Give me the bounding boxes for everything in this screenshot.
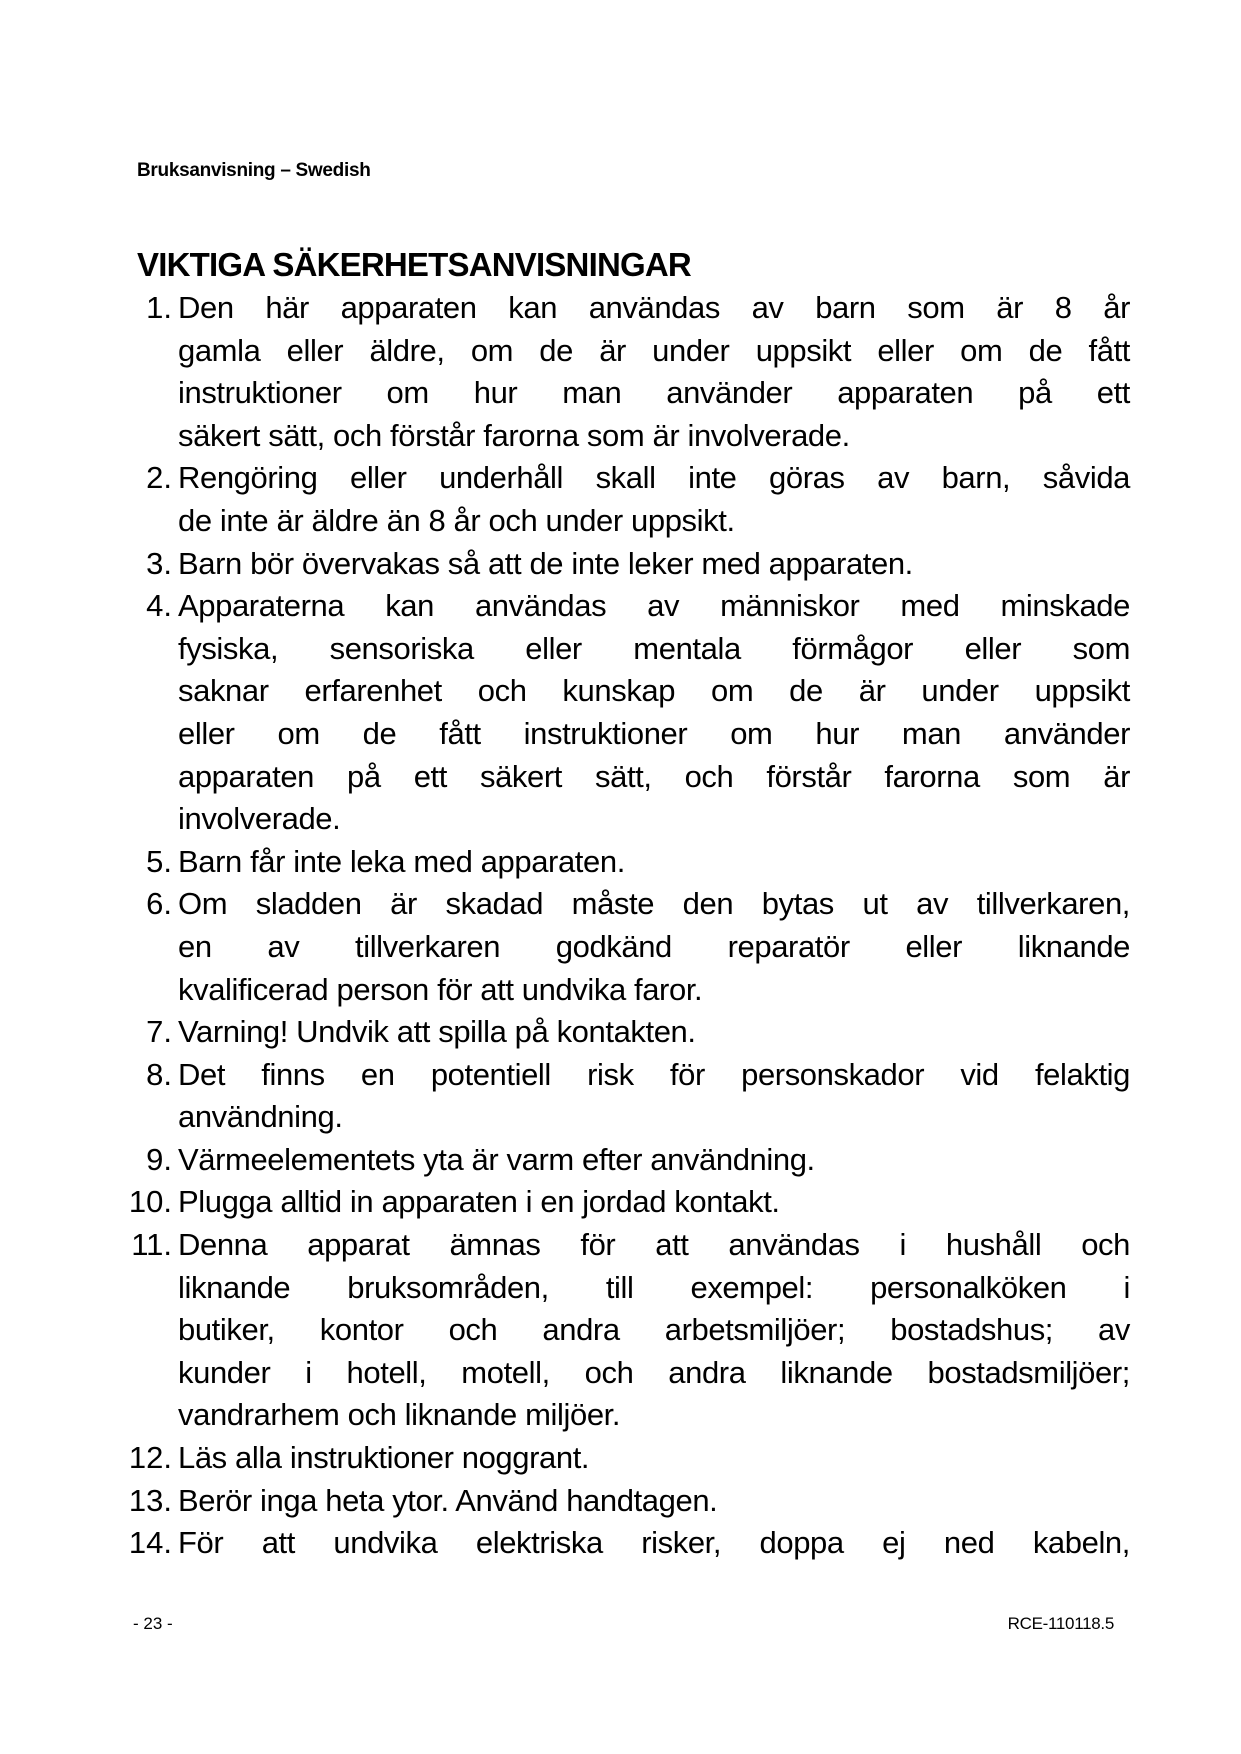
- list-item-number: 7.: [146, 1014, 172, 1050]
- list-item-number: 5.: [146, 843, 172, 879]
- list-item-text-line: Om sladden är skadad måste den bytas ut av tillverkaren,: [178, 886, 1130, 922]
- list-item-text-line: Det finns en potentiell risk för personskador vid felaktig: [178, 1056, 1130, 1092]
- list-item-text-line: Plugga alltid in apparaten i en jordad kontakt.: [178, 1184, 780, 1220]
- list-item: [110, 457, 1130, 542]
- document-header: Bruksanvisning – Swedish: [137, 160, 371, 181]
- list-item-number: 13.: [128, 1482, 172, 1518]
- list-item-text-line: För att undvika elektriska risker, doppa ej ned kabeln,: [178, 1525, 1130, 1561]
- list-item: [110, 585, 1130, 841]
- list-item-text-line: saknar erfarenhet och kunskap om de är under uppsikt: [178, 673, 1130, 709]
- list-item-number: 12.: [128, 1440, 172, 1476]
- list-item: [110, 287, 1130, 457]
- list-item-text-line: apparaten på ett säkert sätt, och förstår farorna som är: [178, 758, 1130, 794]
- list-item-text-line: säkert sätt, och förstår farorna som är involverade.: [178, 417, 850, 453]
- list-item-text-line: kvalificerad person för att undvika faror.: [178, 971, 703, 1007]
- list-item-number: 3.: [146, 545, 172, 581]
- list-item-text-line: eller om de fått instruktioner om hur man använder: [178, 715, 1130, 751]
- list-item: [110, 1054, 1130, 1139]
- list-item-text-line: de inte är äldre än 8 år och under uppsikt.: [178, 502, 735, 538]
- list-item-text-line: instruktioner om hur man använder apparaten på ett: [178, 375, 1130, 411]
- list-item-text-line: Läs alla instruktioner noggrant.: [178, 1440, 590, 1476]
- section-title: VIKTIGA SÄKERHETSANVISNINGAR: [137, 246, 691, 283]
- list-item-text-line: kunder i hotell, motell, och andra liknande bostadsmiljöer;: [178, 1354, 1130, 1390]
- list-item-text-line: butiker, kontor och andra arbetsmiljöer; bostadshus; av: [178, 1312, 1130, 1348]
- list-item-text-line: Den här apparaten kan användas av barn som är 8 år: [178, 290, 1130, 325]
- list-item: [110, 883, 1130, 1011]
- list-item: [110, 1480, 1130, 1523]
- list-item-text-line: liknande bruksområden, till exempel: personalköken i: [178, 1269, 1130, 1305]
- list-item-text-line: vandrarhem och liknande miljöer.: [178, 1397, 621, 1433]
- list-item-text-line: Varning! Undvik att spilla på kontakten.: [178, 1014, 696, 1050]
- list-item-text-line: Barn bör övervakas så att de inte leker med apparaten.: [178, 545, 913, 581]
- list-item-number: 10.: [128, 1184, 172, 1220]
- list-item-number: 11.: [131, 1227, 172, 1263]
- list-item-text-line: Barn får inte leka med apparaten.: [178, 843, 625, 879]
- list-item-number: 14.: [128, 1525, 172, 1561]
- list-item: [110, 543, 1130, 586]
- page-number: - 23 -: [133, 1614, 173, 1633]
- list-item: [110, 1224, 1130, 1437]
- list-item: [110, 1139, 1130, 1182]
- list-item-text-line: Apparaterna kan användas av människor med minskade: [178, 588, 1130, 624]
- list-item-text-line: Denna apparat ämnas för att användas i hushåll och: [178, 1227, 1130, 1263]
- list-item-text-line: fysiska, sensoriska eller mentala förmågor eller som: [178, 630, 1130, 666]
- list-item-text-line: Rengöring eller underhåll skall inte göras av barn, såvida: [178, 460, 1130, 496]
- list-item-number: 8.: [146, 1056, 172, 1092]
- list-item-number: 9.: [146, 1141, 172, 1177]
- list-item: [110, 1181, 1130, 1224]
- list-item-number: 6.: [146, 886, 172, 922]
- list-item-text-line: användning.: [178, 1099, 343, 1135]
- list-item-number: 2.: [146, 460, 172, 496]
- list-item: [110, 1522, 1130, 1565]
- list-item-number: 4.: [146, 588, 172, 624]
- document-code: RCE-110118.5: [1007, 1614, 1114, 1633]
- list-item-text-line: Berör inga heta ytor. Använd handtagen.: [178, 1482, 718, 1518]
- list-item-number: 1.: [146, 290, 172, 325]
- list-item-text-line: Värmeelementets yta är varm efter användning.: [178, 1141, 815, 1177]
- list-item-text-line: involverade.: [178, 801, 341, 837]
- list-item-text-line: gamla eller äldre, om de är under uppsikt eller om de fått: [178, 332, 1130, 368]
- list-item: [110, 1011, 1130, 1054]
- safety-instructions-list: [110, 287, 1130, 1565]
- list-item: [110, 841, 1130, 884]
- list-item-text-line: en av tillverkaren godkänd reparatör eller liknande: [178, 928, 1130, 964]
- list-item: [110, 1437, 1130, 1480]
